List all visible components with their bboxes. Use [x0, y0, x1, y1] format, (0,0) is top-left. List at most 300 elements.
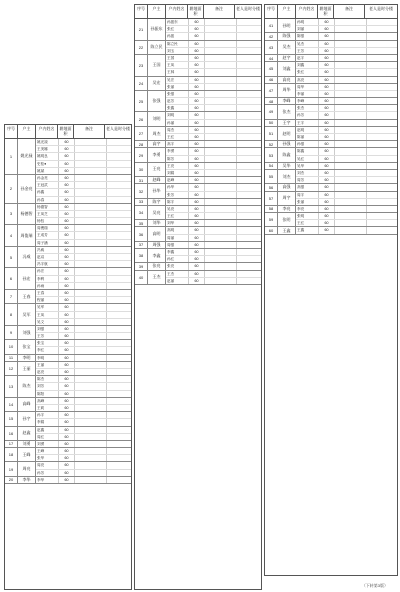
- sign-cell: [237, 242, 261, 248]
- household-head: 吴军: [18, 304, 36, 325]
- remark-cell: [335, 177, 367, 183]
- remark-cell: [205, 220, 237, 226]
- table-row: [166, 263, 261, 269]
- sign-cell: [237, 170, 261, 176]
- member-list: [36, 398, 131, 411]
- table-row: [36, 161, 131, 168]
- land-area: 60: [59, 383, 75, 389]
- household-head: 王春: [18, 290, 36, 303]
- household-head: 赵宇: [278, 55, 296, 61]
- household-group: [265, 105, 397, 119]
- land-area: 60: [59, 254, 75, 260]
- table-row: [36, 232, 131, 239]
- household-group: [5, 427, 131, 441]
- land-area: 60: [59, 441, 75, 447]
- member-name: 刘玉: [166, 48, 189, 54]
- member-name: 张红: [296, 69, 319, 75]
- land-area: 60: [189, 148, 205, 154]
- member-list: [36, 225, 131, 246]
- row-number: 20: [5, 477, 18, 483]
- household-group: [265, 77, 397, 84]
- row-number: 41: [265, 19, 278, 32]
- remark-cell: [205, 235, 237, 241]
- member-name: 王宇: [296, 120, 319, 126]
- table-row: [296, 134, 397, 140]
- member-name: 孙宇: [36, 412, 59, 418]
- land-area: 60: [189, 227, 205, 233]
- member-list: [166, 141, 261, 147]
- land-area: 60: [189, 134, 205, 140]
- table-row: [166, 278, 261, 284]
- household-head: 王宇: [278, 120, 296, 126]
- table-row: [296, 170, 397, 177]
- household-group: [5, 304, 131, 326]
- household-head: 王丽: [18, 362, 36, 375]
- remark-cell: [75, 333, 107, 339]
- member-name: 周芳: [296, 177, 319, 183]
- sign-cell: [107, 470, 131, 476]
- sign-cell: [107, 427, 131, 433]
- row-number: 31: [135, 177, 148, 183]
- member-name: 李华: [36, 477, 59, 483]
- member-list: [296, 148, 397, 161]
- household-group: [265, 213, 397, 227]
- member-name: 王杰: [166, 271, 189, 277]
- table-row: [166, 156, 261, 162]
- land-area: 60: [319, 134, 335, 140]
- table-column-1: [4, 124, 132, 590]
- sign-cell: [367, 156, 397, 162]
- row-number: 45: [265, 62, 278, 75]
- remark-cell: [335, 220, 367, 226]
- household-group: [5, 355, 131, 362]
- sign-cell: [237, 48, 261, 54]
- land-area: 60: [59, 175, 75, 181]
- remark-cell: [335, 91, 367, 97]
- table-row: [36, 261, 131, 267]
- header-no: 序号: [265, 5, 278, 18]
- land-area: 60: [59, 225, 75, 231]
- member-list: [296, 33, 397, 39]
- household-group: [5, 326, 131, 340]
- table-row: [36, 268, 131, 275]
- row-number: 12: [5, 362, 18, 375]
- sign-cell: [107, 441, 131, 447]
- member-list: [166, 177, 261, 183]
- land-area: 60: [319, 156, 335, 162]
- sign-cell: [107, 319, 131, 325]
- household-head: 周强: [148, 242, 166, 248]
- household-group: [135, 163, 261, 177]
- sign-cell: [237, 213, 261, 219]
- land-area: 60: [189, 48, 205, 54]
- household-group: [265, 184, 397, 191]
- member-name: 冯威: [36, 247, 59, 253]
- header-remark: 备注: [74, 125, 105, 138]
- household-group: [135, 77, 261, 91]
- household-head: 李勇: [148, 148, 166, 161]
- sign-cell: [237, 206, 261, 212]
- row-number: 24: [135, 77, 148, 90]
- remark-cell: [205, 120, 237, 126]
- sign-cell: [107, 340, 131, 346]
- land-area: 60: [59, 283, 75, 289]
- sign-cell: [107, 448, 131, 454]
- member-list: [36, 340, 131, 353]
- row-number: 55: [265, 170, 278, 183]
- header-household: 户主: [18, 125, 36, 138]
- sign-cell: [367, 48, 397, 54]
- sign-cell: [237, 256, 261, 262]
- table-header: [135, 5, 261, 19]
- member-name: 杨钰: [36, 218, 59, 224]
- table-row: [166, 98, 261, 105]
- table-row: [166, 48, 261, 54]
- sign-cell: [107, 218, 131, 224]
- land-area: 60: [319, 26, 335, 32]
- remark-cell: [75, 355, 107, 361]
- member-name: 王春: [36, 290, 59, 296]
- land-area: 60: [59, 369, 75, 375]
- sign-cell: [367, 199, 397, 205]
- household-head: 陈强: [278, 33, 296, 39]
- row-number: 25: [135, 91, 148, 112]
- sign-cell: [107, 434, 131, 440]
- table-row: [296, 199, 397, 205]
- row-number: 32: [135, 184, 148, 197]
- member-name: 吴红: [296, 156, 319, 162]
- member-name: 孙明: [296, 19, 319, 25]
- table-row: [36, 146, 131, 153]
- row-number: 35: [135, 220, 148, 226]
- member-name: 刘华: [166, 220, 189, 226]
- household-group: [265, 120, 397, 127]
- row-number: 47: [265, 84, 278, 97]
- table-row: [36, 189, 131, 196]
- member-name: 赵宇: [296, 55, 319, 61]
- sign-cell: [237, 156, 261, 162]
- household-head: 孙明: [278, 19, 296, 32]
- row-number: 38: [135, 249, 148, 262]
- table-row: [296, 120, 397, 126]
- household-head: 刘华: [148, 220, 166, 226]
- member-name: 张亮: [166, 263, 189, 269]
- sign-cell: [107, 197, 131, 203]
- table-row: [36, 218, 131, 224]
- remark-cell: [205, 227, 237, 233]
- land-area: 60: [189, 235, 205, 241]
- table-row: [296, 192, 397, 199]
- household-head: 刘强: [18, 326, 36, 339]
- table-row: [166, 235, 261, 241]
- land-area: 60: [59, 333, 75, 339]
- member-list: [296, 163, 397, 169]
- sign-cell: [107, 326, 131, 332]
- household-head: 刘杰: [278, 170, 296, 183]
- land-area: 60: [59, 355, 75, 361]
- land-area: 60: [59, 398, 75, 404]
- sign-cell: [237, 91, 261, 97]
- land-area: 60: [59, 197, 75, 203]
- member-name: 李峰: [296, 98, 319, 104]
- household-group: [265, 192, 397, 206]
- table-row: [166, 141, 261, 147]
- sign-cell: [107, 477, 131, 483]
- remark-cell: [335, 184, 367, 190]
- row-number: 34: [135, 206, 148, 219]
- table-row: [36, 412, 131, 419]
- member-name: 姚斌: [36, 168, 59, 174]
- row-number: 54: [265, 163, 278, 169]
- household-group: [135, 206, 261, 220]
- household-head: 冯威: [18, 247, 36, 268]
- member-name: 杨德智: [36, 204, 59, 210]
- remark-cell: [75, 412, 107, 418]
- table-row: [166, 84, 261, 90]
- table-row: [36, 333, 131, 339]
- sign-cell: [237, 55, 261, 61]
- member-name: 王红: [166, 213, 189, 219]
- household-group: [265, 19, 397, 33]
- remark-cell: [205, 249, 237, 255]
- member-name: 周宇: [296, 192, 319, 198]
- land-area: 60: [189, 105, 205, 111]
- remark-cell: [75, 232, 107, 238]
- member-name: 吴亮: [166, 206, 189, 212]
- land-area: 60: [59, 247, 75, 253]
- table-row: [36, 376, 131, 383]
- land-area: 60: [59, 146, 75, 152]
- remark-cell: [75, 477, 107, 483]
- table-row: [36, 297, 131, 303]
- land-area: 60: [189, 112, 205, 118]
- member-list: [166, 263, 261, 269]
- member-list: [166, 206, 261, 219]
- land-area: 60: [59, 376, 75, 382]
- table-row: [36, 304, 131, 311]
- table-row: [166, 220, 261, 226]
- row-number: 56: [265, 184, 278, 190]
- table-row: [296, 33, 397, 39]
- household-head: 吴杰: [278, 41, 296, 54]
- sign-cell: [107, 161, 131, 167]
- remark-cell: [335, 33, 367, 39]
- table-row: [296, 206, 397, 212]
- row-number: 30: [135, 163, 148, 176]
- member-list: [36, 139, 131, 174]
- sign-cell: [367, 112, 397, 118]
- land-area: 60: [189, 33, 205, 39]
- household-head: 周俊瑞: [18, 225, 36, 246]
- sign-cell: [237, 120, 261, 126]
- table-row: [166, 177, 261, 183]
- member-name: 王莉: [36, 405, 59, 411]
- remark-cell: [205, 84, 237, 90]
- sign-cell: [237, 98, 261, 104]
- land-area: 60: [59, 405, 75, 411]
- member-name: 刘丽: [296, 26, 319, 32]
- household-group: [135, 227, 261, 241]
- row-number: 49: [265, 105, 278, 118]
- sign-cell: [107, 283, 131, 289]
- remark-cell: [335, 105, 367, 111]
- member-list: [36, 462, 131, 475]
- household-group: [265, 55, 397, 62]
- remark-cell: [205, 242, 237, 248]
- sign-cell: [237, 235, 261, 241]
- table-row: [166, 163, 261, 170]
- remark-cell: [75, 240, 107, 246]
- member-list: [296, 98, 397, 104]
- sign-cell: [237, 84, 261, 90]
- land-area: 60: [59, 182, 75, 188]
- member-list: [36, 477, 131, 483]
- land-area: 60: [189, 62, 205, 68]
- table-row: [296, 156, 397, 162]
- remark-cell: [205, 127, 237, 133]
- table-row: [36, 340, 131, 347]
- sign-cell: [367, 41, 397, 47]
- sign-cell: [367, 105, 397, 111]
- row-number: 27: [135, 127, 148, 140]
- household-group: [5, 247, 131, 269]
- land-area: 60: [189, 256, 205, 262]
- remark-cell: [335, 170, 367, 176]
- sign-cell: [237, 192, 261, 198]
- table-row: [296, 77, 397, 83]
- land-area: 60: [59, 261, 75, 267]
- sign-cell: [367, 91, 397, 97]
- table-row: [36, 398, 131, 405]
- member-name: 张鑫: [166, 105, 189, 111]
- table-row: [166, 199, 261, 205]
- sign-cell: [367, 98, 397, 104]
- land-area: 60: [59, 412, 75, 418]
- remark-cell: [75, 254, 107, 260]
- member-list: [36, 355, 131, 361]
- table-row: [296, 141, 397, 147]
- remark-cell: [205, 77, 237, 83]
- member-list: [36, 326, 131, 339]
- member-name: 吴华: [296, 163, 319, 169]
- land-area: 60: [59, 304, 75, 310]
- member-name: 程丽: [36, 297, 59, 303]
- table-row: [296, 177, 397, 183]
- member-name: 孙芳: [296, 112, 319, 118]
- sign-cell: [237, 41, 261, 47]
- member-name: 周丽: [166, 235, 189, 241]
- table-row: [36, 283, 131, 289]
- sign-cell: [107, 405, 131, 411]
- remark-cell: [205, 134, 237, 140]
- table-body: [265, 19, 397, 235]
- member-list: [296, 170, 397, 183]
- land-area: 60: [319, 192, 335, 198]
- remark-cell: [335, 26, 367, 32]
- remark-cell: [205, 263, 237, 269]
- member-list: [36, 441, 131, 447]
- table-row: [296, 55, 397, 61]
- land-area: 60: [319, 220, 335, 226]
- land-area: 60: [59, 462, 75, 468]
- sign-cell: [107, 376, 131, 382]
- land-area: 60: [59, 204, 75, 210]
- table-row: [36, 254, 131, 261]
- member-name: 周亮: [36, 462, 59, 468]
- remark-cell: [205, 199, 237, 205]
- row-number: 8: [5, 304, 18, 325]
- sign-cell: [107, 412, 131, 418]
- member-list: [36, 247, 131, 268]
- household-group: [5, 398, 131, 412]
- table-row: [296, 62, 397, 69]
- land-area: 60: [319, 105, 335, 111]
- header-household: 户主: [278, 5, 296, 18]
- table-row: [36, 290, 131, 297]
- table-row: [36, 369, 131, 375]
- remark-cell: [335, 55, 367, 61]
- member-list: [296, 62, 397, 75]
- land-area: 60: [59, 340, 75, 346]
- member-name: 王冠武: [36, 182, 59, 188]
- sign-cell: [107, 261, 131, 267]
- sign-cell: [107, 462, 131, 468]
- header-sign: 老人是时分楼: [236, 6, 260, 11]
- header-area: 耕地面积: [318, 5, 334, 18]
- row-number: 2: [5, 175, 18, 203]
- sign-cell: [237, 249, 261, 255]
- page-footer: （下转第3版）: [361, 583, 388, 588]
- header-no: 序号: [135, 5, 148, 18]
- household-group: [135, 148, 261, 162]
- sign-cell: [107, 153, 131, 159]
- table-row: [36, 462, 131, 469]
- household-group: [5, 441, 131, 448]
- table-row: [36, 427, 131, 434]
- household-group: [5, 268, 131, 290]
- member-name: 冯宇航: [36, 261, 59, 267]
- remark-cell: [75, 391, 107, 397]
- land-area: 60: [189, 278, 205, 284]
- member-name: 张红: [166, 26, 189, 32]
- row-number: 52: [265, 141, 278, 147]
- remark-cell: [75, 319, 107, 325]
- member-name: 周杰: [166, 127, 189, 133]
- member-name: 刘杰: [296, 170, 319, 176]
- land-area: 60: [59, 297, 75, 303]
- member-name: 王芳: [36, 333, 59, 339]
- member-name: 陈芳: [166, 156, 189, 162]
- sign-cell: [367, 19, 397, 25]
- sign-cell: [237, 69, 261, 75]
- sign-cell: [367, 69, 397, 75]
- land-area: 60: [319, 91, 335, 97]
- sign-cell: [367, 163, 397, 169]
- sign-cell: [107, 225, 131, 231]
- sign-cell: [107, 189, 131, 195]
- household-head: 王国: [148, 55, 166, 76]
- header-name: 户内姓名: [166, 5, 188, 18]
- household-group: [5, 290, 131, 304]
- household-head: 吴宏: [148, 77, 166, 90]
- member-list: [296, 120, 397, 126]
- household-group: [135, 91, 261, 113]
- household-head: 张强: [148, 91, 166, 112]
- household-group: [135, 112, 261, 126]
- land-area: 60: [59, 347, 75, 353]
- sign-cell: [367, 127, 397, 133]
- member-list: [296, 192, 397, 205]
